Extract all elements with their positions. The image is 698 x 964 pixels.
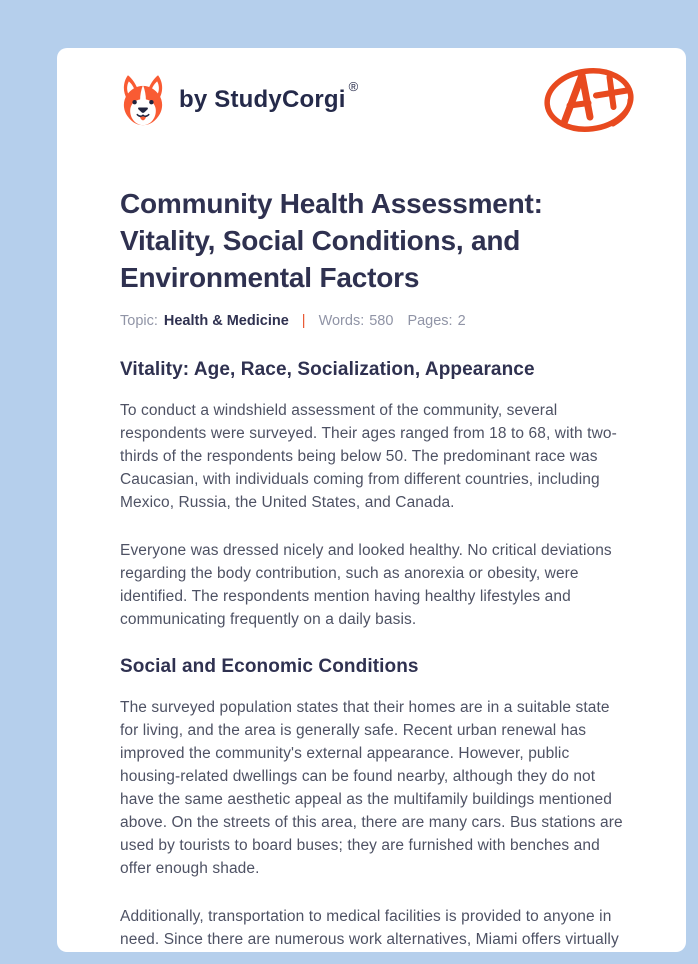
article-body xyxy=(120,359,632,951)
paragraph-truncated: Additionally, transportation to medical facilities is provided to anyone in need. Since there are numerous work alternatives, Miami offers virtually xyxy=(120,908,619,948)
paragraph: Everyone was dressed nicely and looked healthy. No critical deviations regarding the body contribution, such as anorexia or obesity, were identified. The respondents mention having healthy lifestyles and communicating frequently on a daily basis. xyxy=(120,542,612,628)
meta-separator: | xyxy=(301,313,306,329)
words-label: Words: xyxy=(318,313,365,329)
paragraph: To conduct a windshield assessment of the community, several respondents were surveyed. Their ages ranged from 18 to 68, with two-thirds of the respondents being below 50. The predominant race was Caucasian, with individuals coming from different countries, including Mexico, Russia, the United States, and Canada. xyxy=(120,402,617,511)
section-heading-social-economic: Social and Economic Conditions xyxy=(120,656,419,677)
document-card xyxy=(57,48,686,952)
paragraph: The surveyed population states that their homes are in a suitable state for living, and the area is generally safe. Recent urban renewal has improved the community's external appearance. However, public housing-related dwellings can be found nearby, although they do not have the same aesthetic appeal as the multifamily buildings mentioned above. On the streets of this area, there are many cars. Bus stations are used by tourists to board buses; they are furnished with benches and offer enough shade. xyxy=(120,699,623,877)
brand-name-text: by StudyCorgi xyxy=(179,86,346,113)
registered-trademark-icon: ® xyxy=(348,79,359,94)
pages-value: 2 xyxy=(457,313,466,329)
page-title: Community Health Assessment: Vitality, Social Conditions, and Environmental Factors xyxy=(120,188,543,293)
a-plus-grade-badge-icon xyxy=(541,62,638,138)
brand xyxy=(120,74,358,126)
topic-label: Topic: xyxy=(120,313,158,329)
pages-label: Pages: xyxy=(407,313,453,329)
section-heading-vitality: Vitality: Age, Race, Socialization, Appearance xyxy=(120,359,535,380)
corgi-logo-icon xyxy=(120,74,166,126)
header xyxy=(120,62,638,138)
article-meta xyxy=(120,313,638,329)
brand-name xyxy=(179,79,359,114)
words-value: 580 xyxy=(369,313,394,329)
topic-value: Health & Medicine xyxy=(163,313,289,329)
